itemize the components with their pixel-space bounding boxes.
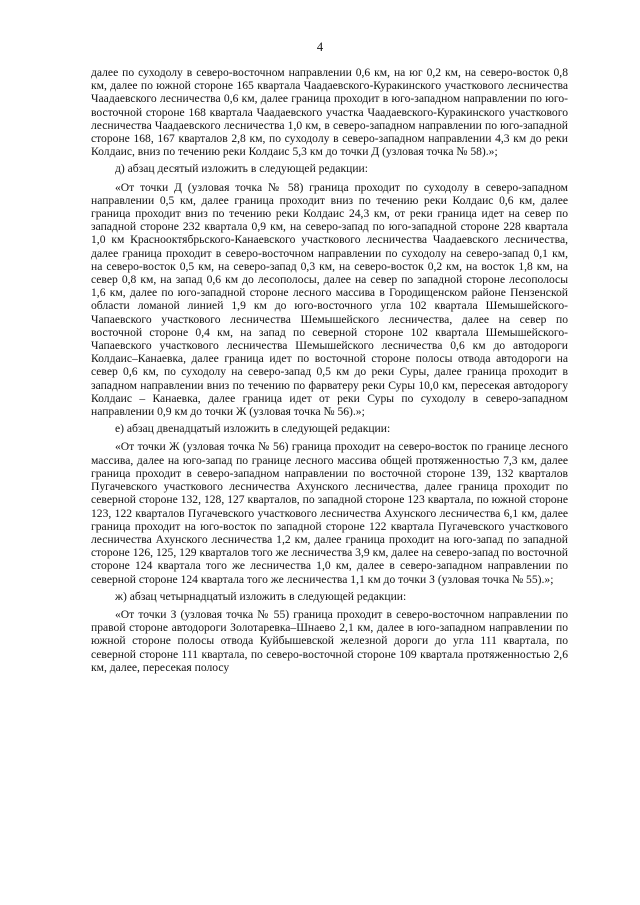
document-body	[91, 66, 568, 674]
amendment-instruction-d: д) абзац десятый изложить в следующей редакции:	[115, 162, 368, 176]
amendment-text-point-d: «От точки Д (узловая точка № 58) граница проходит по суходолу в северо-западном направлении 0,5 км, далее граница проходит вниз по течению реки Колдаис 0,6 км, далее граница проходит вниз по течению реки Колдаис 24,3 км, от реки граница идет на север по западной стороне 232 квартала 0,9 км, на северо-запад по юго-западной стороне 228 квартала 1,0 км Краснооктябрьского-Канаевского участкового лесничества Чаадаевского лесничества, далее граница проходит в северо-восточном направлении по суходолу на северо-запад 0,1 км, на северо-восток 0,5 км, на северо-запад 0,3 км, на северо-восток 0,2 км, на восток 1,8 км, на север 0,8 км, на запад 0,6 км до лесополосы, далее на север по западной стороне лесополосы 1,6 км, далее по юго-западной стороне лесного массива в Городищенском районе Пензенской области ломаной линией 1,9 км до юго-восточного угла 102 квартала Шемышейского-Чапаевского участкового лесничества Шемышейского лесничества, далее на север по восточной стороне 0,4 км, на запад по северной стороне 102 квартала Шемышейского-Чапаевского участкового лесничества Шемышейского лесничества 0,6 км до автодороги Колдаис–Канаевка, далее граница идет по восточной стороне полосы отвода автодороги на север 0,6 км, по суходолу на северо-запад 0,5 км до реки Суры, далее граница проходит в западном направлении вниз по течению по фарватеру реки Суры 10,0 км, пересекая автодорогу Колдаис – Канаевка, далее граница идет от реки Суры по суходолу в северо-западном направлении 0,9 км до точки Ж (узловая точка № 56).»;	[91, 180, 568, 419]
page-number: 4	[316, 40, 324, 54]
amendment-instruction-e: е) абзац двенадцатый изложить в следующей редакции:	[115, 422, 391, 436]
amendment-text-point-zh: «От точки Ж (узловая точка № 56) граница проходит на северо-восток по границе лесного массива, далее на юго-запад по границе лесного массива общей протяженностью 7,3 км, далее граница проходит в северо-западном направлении по восточной стороне 139, 132 кварталов Пугачевского участкового лесничества Ахунского лесничества, далее граница проходит по северной стороне 132, 128, 127 кварталов, по западной стороне 123 квартала, по южной стороне 123, 122 кварталов Пугачевского участкового лесничества Ахунского лесничества 6,1 км, далее граница проходит на юго-восток по западной стороне 122 квартала Пугачевского участкового лесничества Ахунского лесничества 1,2 км, далее граница проходит на юго-запад по западной стороне 126, 125, 129 кварталов того же лесничества 3,9 км, далее на северо-запад по восточной стороне 124 квартала того же лесничества 1,0 км, далее в северо-западном направлении по северной стороне 124 квартала того же лесничества 1,1 км до точки З (узловая точка № 55).»;	[91, 440, 568, 586]
amendment-text-point-z: «От точки З (узловая точка № 55) граница проходит в северо-восточном направлении по правой стороне автодороги Золотаревка–Шнаево 2,1 км, далее в юго-западном направлении по южной стороне полосы отвода Куйбышевской железной дороги до угла 111 квартала, по северной стороне 111 квартала, по северо-восточной стороне 109 квартала протяженностью 2,6 км, далее, пересекая полосу	[91, 607, 568, 674]
paragraph-continuation: далее по суходолу в северо-восточном направлении 0,6 км, на юг 0,2 км, на северо-восток 0,8 км, далее по южной стороне 165 квартала Чаадаевского-Куракинского участкового лесничества Чаадаевского лесничества 0,6 км, далее граница проходит в юго-западном направлении по юго-восточной стороне 168 квартала Чаадаевского участка Чаадаевского-Куракинского участкового лесничества Чаадаевского лесничества 1,0 км, в северо-западном направлении по юго-западной стороне 168, 167 кварталов 2,8 км, по суходолу в северо-западном направлении 4,3 км до реки Колдаис, вниз по течению реки Колдаис 5,3 км до точки Д (узловая точка № 58).»;	[91, 66, 568, 159]
amendment-instruction-zh: ж) абзац четырнадцатый изложить в следующей редакции:	[115, 589, 407, 603]
